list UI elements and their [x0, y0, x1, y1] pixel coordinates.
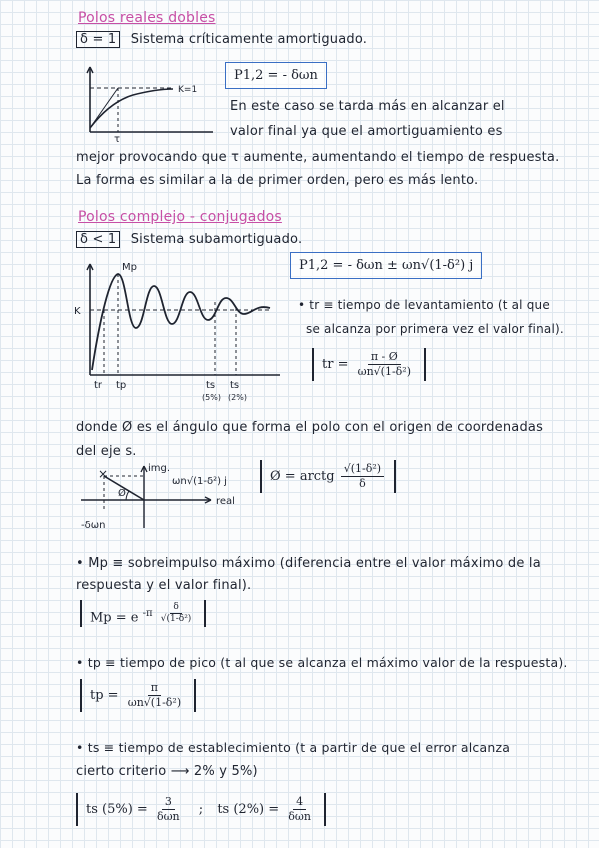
tr-label: tr — [94, 380, 103, 391]
section-title-real-poles: Polos reales dobles — [78, 10, 216, 26]
mp-formula — [80, 600, 206, 627]
oscillating-response-curve — [92, 274, 270, 370]
ts-2-label: ts — [230, 380, 240, 391]
mp-exponent-prefix: -π — [142, 608, 153, 619]
ts2-numerator: 4 — [293, 795, 306, 810]
svg-text:×: × — [98, 467, 109, 481]
ts5-denominator: δωn — [156, 810, 180, 823]
img-label: img. — [148, 463, 171, 474]
tr-fraction — [355, 350, 414, 379]
tp-formula-lhs: tp = — [90, 688, 119, 703]
phi-denominator: δ — [359, 477, 366, 490]
k-label: K — [74, 306, 81, 317]
critically-damped-label: Sistema críticamente amortiguado. — [130, 32, 368, 47]
img-value: ωn√(1-δ²) j — [172, 476, 227, 487]
text-line-2: valor final ya que el amortiguamiento es — [230, 124, 503, 139]
tp-numerator: π — [148, 681, 161, 696]
ts-2-sub: (2%) — [228, 393, 247, 402]
phi-text-line-1: donde Ø es el ángulo que forma el polo con el origen de coordenadas — [76, 420, 544, 435]
tr-formula — [312, 348, 426, 381]
phi-formula — [260, 460, 396, 493]
ts2-denominator: δωn — [288, 810, 311, 823]
mp-formula-lhs: Mp = e — [90, 610, 139, 626]
critically-damped-heading — [76, 32, 367, 47]
underdamped-label: Sistema subamortiguado. — [130, 232, 303, 247]
neg-sigma-label: -δωn — [81, 520, 106, 531]
tau-label: τ — [114, 134, 121, 144]
double-pole-equation: P1,2 = - δωn — [225, 62, 327, 89]
k-label: K=1 — [178, 85, 198, 95]
zeta-less-one-box: δ < 1 — [76, 231, 120, 248]
ts-5-sub: (5%) — [202, 393, 221, 402]
tp-fraction — [125, 681, 184, 710]
ts-formula — [76, 793, 326, 826]
ts2-lhs: ts (2%) = — [217, 802, 280, 817]
tr-denominator: ωn√(1-δ²) — [357, 365, 412, 378]
phi-text-line-2: del eje s. — [76, 444, 137, 459]
phi-numerator: √(1-δ²) — [341, 462, 384, 477]
mp-exponent-fraction — [158, 602, 195, 625]
underdamped-response-graph — [70, 258, 285, 403]
tp-denominator: ωn√(1-δ²) — [127, 696, 182, 709]
mp-numerator: δ — [170, 602, 181, 614]
mp-definition-line-2: respuesta y el valor final). — [76, 578, 252, 593]
mp-definition-line-1: • Mp ≡ sobreimpulso máximo (diferencia entre el valor máximo de la — [76, 556, 541, 571]
text-line-1: En este caso se tarda más en alcanzar el — [230, 99, 505, 114]
ts-separator: ; — [198, 802, 204, 817]
complex-pole-equation: P1,2 = - δωn ± ωn√(1-δ²) j — [290, 252, 482, 279]
critically-damped-response-graph — [78, 62, 218, 144]
section-title-complex-poles: Polos complejo - conjugados — [78, 209, 282, 225]
ts5-fraction — [154, 795, 183, 824]
response-curve — [90, 89, 173, 128]
text-line-4: La forma es similar a la de primer orden, pero es más lento. — [76, 173, 479, 188]
tr-numerator: π - Ø — [368, 350, 401, 365]
tr-definition-line-2: se alcanza por primera vez el valor final). — [306, 322, 564, 336]
tp-definition: • tp ≡ tiempo de pico (t al que se alcanza el máximo valor de la respuesta). — [76, 655, 568, 670]
zeta-equals-one-box: δ = 1 — [76, 31, 120, 48]
phi-fraction — [341, 462, 384, 491]
mp-label: Mp — [122, 262, 137, 273]
tr-formula-lhs: tr = — [322, 357, 349, 372]
tr-definition-line-1: • tr ≡ tiempo de levantamiento (t al que — [298, 298, 550, 312]
tp-formula — [80, 679, 196, 712]
ts2-fraction — [285, 795, 314, 824]
ts-definition-line-1: • ts ≡ tiempo de establecimiento (t a partir de que el error alcanza — [76, 740, 511, 755]
s-plane-diagram — [76, 460, 246, 535]
phi-angle-label: Ø — [118, 488, 126, 499]
tp-label: tp — [116, 380, 127, 391]
ts5-lhs: ts (5%) = — [86, 802, 148, 817]
ts5-numerator: 3 — [162, 795, 175, 810]
ts-definition-line-2: cierto criterio ⟶ 2% y 5%) — [76, 764, 258, 779]
text-line-3: mejor provocando que τ aumente, aumentando el tiempo de respuesta. — [76, 150, 560, 165]
underdamped-heading — [76, 232, 302, 247]
phi-formula-lhs: Ø = arctg — [270, 469, 335, 484]
real-label: real — [216, 496, 235, 507]
ts-5-label: ts — [206, 380, 216, 391]
mp-denominator: √(1-δ²) — [160, 614, 192, 624]
